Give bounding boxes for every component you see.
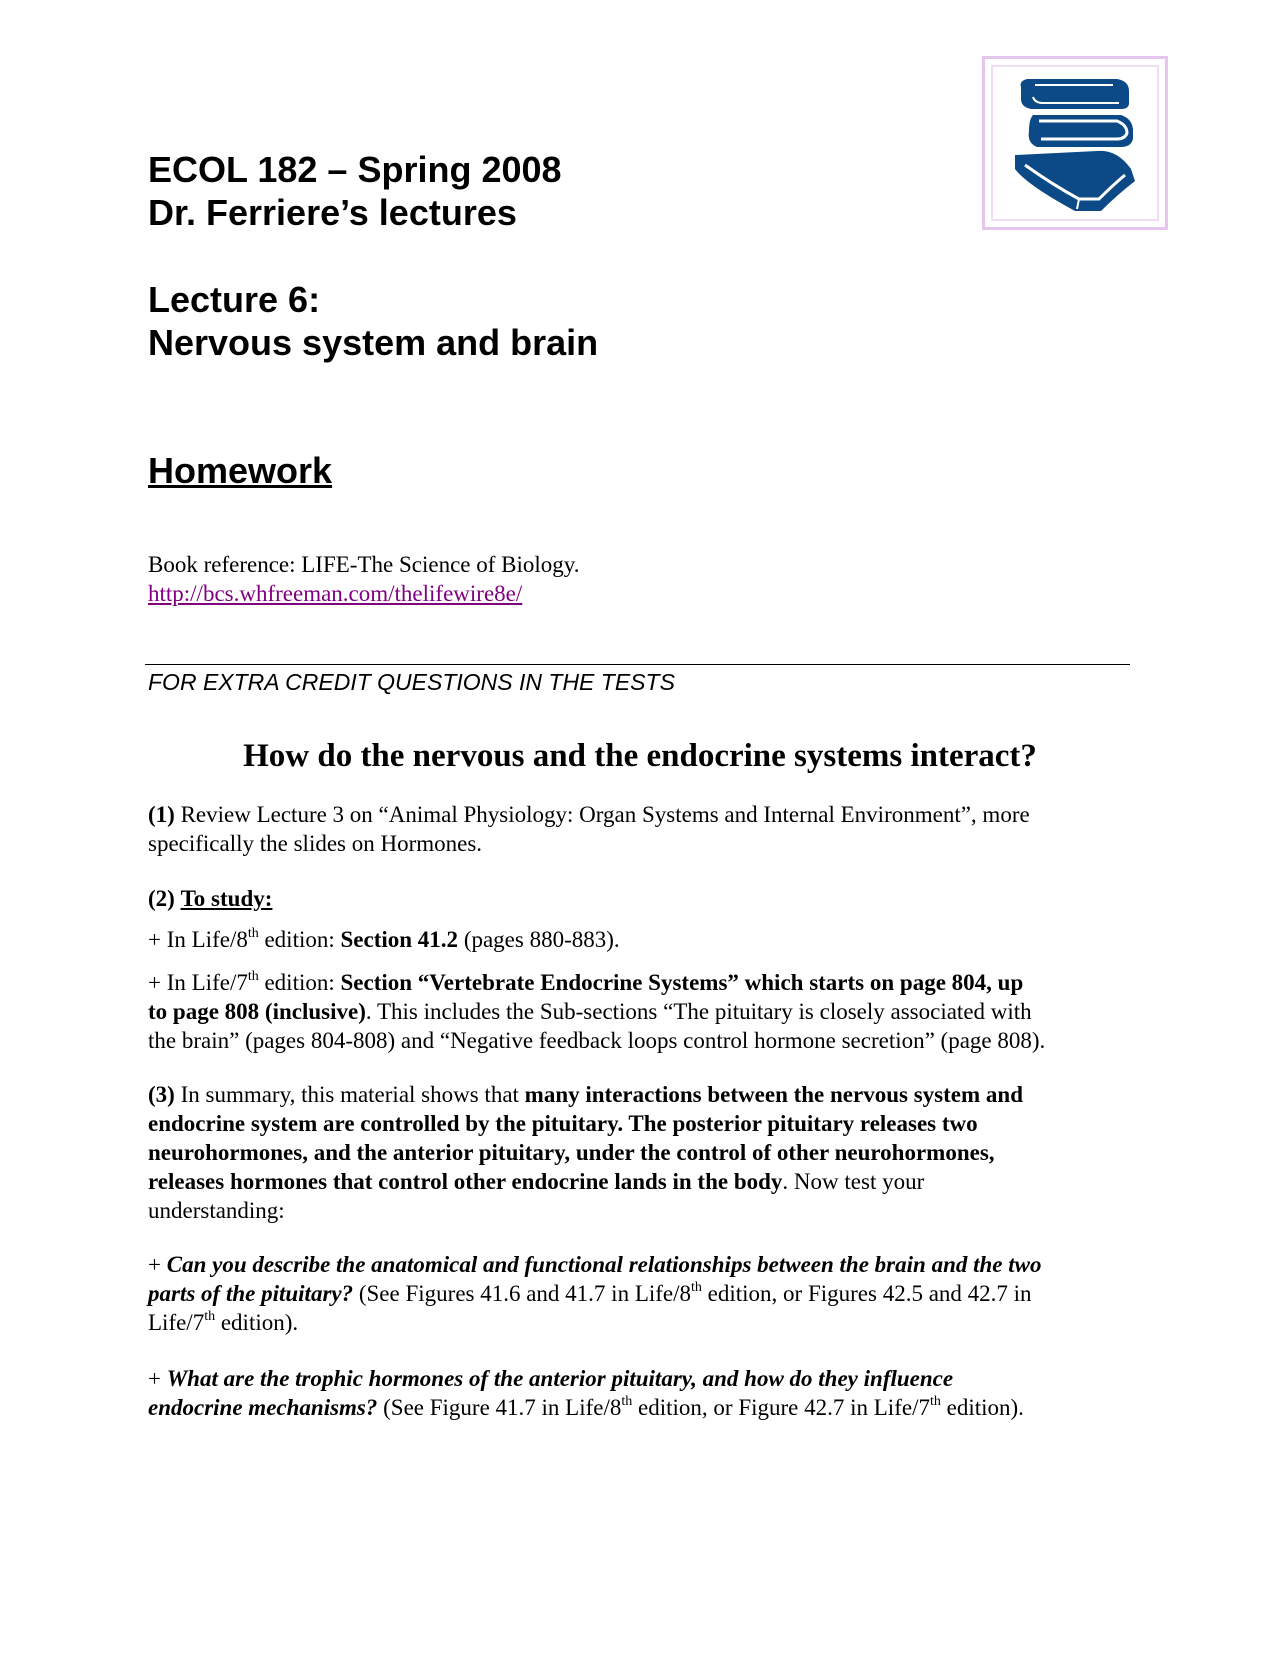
question-title: How do the nervous and the endocrine systems interact? (243, 738, 1037, 774)
p2-number: (2) (148, 886, 175, 911)
life8-item (148, 925, 1138, 954)
instructor-line: Dr. Ferriere’s lectures (148, 192, 517, 233)
course-header (148, 148, 562, 234)
extra-credit-label: FOR EXTRA CREDIT QUESTIONS IN THE TESTS (148, 669, 675, 695)
p3-tail: . Now test your (782, 1169, 925, 1194)
paragraph-2 (148, 884, 1138, 913)
lecture-heading (148, 278, 598, 364)
q2-ref-a: (See Figure 41.7 in Life/8 (377, 1395, 622, 1420)
life7-mid: edition: (258, 970, 341, 995)
homework-heading: Homework (148, 450, 333, 491)
q2-question-2: endocrine mechanisms? (148, 1395, 378, 1420)
q1-ref-a: (See Figures 41.6 and 41.7 in Life/8 (353, 1281, 692, 1306)
q1-question-2: parts of the pituitary? (148, 1281, 354, 1306)
life7-item (148, 968, 1138, 1055)
q1-sup-2: th (204, 1309, 216, 1324)
paragraph-1 (148, 800, 1138, 858)
p3-bold-3: neurohormones, and the anterior pituitary, under the control of other neurohormones, (148, 1140, 995, 1165)
q2-plus: + (148, 1366, 167, 1391)
p3-understanding: understanding: (148, 1198, 285, 1223)
p3-bold-2: endocrine system are controlled by the pituitary. The posterior pituitary releases two (148, 1111, 978, 1136)
life7-subsections: . This includes the Sub-sections “The pituitary is closely associated with (365, 999, 1032, 1024)
question-1 (148, 1250, 1138, 1337)
p1-number: (1) (148, 802, 175, 827)
to-study-label: To study: (180, 886, 273, 911)
life8-pages: (pages 880-883). (458, 927, 620, 952)
question-2 (148, 1364, 1138, 1422)
q2-question-1: What are the trophic hormones of the anterior pituitary, and how do they influence (166, 1366, 954, 1391)
q1-ref-b: edition, or Figures 42.5 and 42.7 in (701, 1281, 1032, 1306)
book-reference-block (148, 550, 580, 608)
q1-ref-c: Life/7 (148, 1310, 205, 1335)
p3-bold-4: releases hormones that control other endocrine lands in the body (148, 1169, 783, 1194)
life7-subsections-2: the brain” (pages 804-808) and “Negative feedback loops control hormone secretion” (page 808). (148, 1028, 1046, 1053)
p3-bold-1: many interactions between the nervous system and (524, 1082, 1023, 1107)
paragraph-3 (148, 1080, 1138, 1225)
book-website-link[interactable]: http://bcs.whfreeman.com/thelifewire8e/ (148, 581, 523, 606)
p1-text-1: Review Lecture 3 on “Animal Physiology: Organ Systems and Internal Environment”, more (174, 802, 1030, 827)
life8-pre: + In Life/8 (148, 927, 248, 952)
book-reference: Book reference: LIFE-The Science of Biology. (148, 552, 580, 577)
q2-sup-1: th (621, 1394, 633, 1409)
q1-question-1: Can you describe the anatomical and functional relationships between the brain and the two (166, 1252, 1042, 1277)
life8-section: Section 41.2 (340, 927, 459, 952)
horizontal-rule (145, 664, 1130, 665)
life8-sup: th (247, 926, 259, 941)
p1-text-2: specifically the slides on Hormones. (148, 831, 483, 856)
life7-section-2: to page 808 (inclusive) (148, 999, 366, 1024)
q2-ref-c: edition). (940, 1395, 1024, 1420)
q1-ref-d: edition). (215, 1310, 299, 1335)
q1-plus: + (148, 1252, 167, 1277)
q1-sup-1: th (691, 1280, 702, 1295)
books-logo (982, 56, 1168, 230)
q2-sup-2: th (929, 1394, 941, 1409)
course-title: ECOL 182 – Spring 2008 (148, 149, 562, 190)
stacked-books-icon (1013, 77, 1137, 213)
q2-ref-b: edition, or Figure 42.7 in Life/7 (632, 1395, 930, 1420)
lecture-topic: Nervous system and brain (148, 322, 599, 363)
life8-mid: edition: (258, 927, 341, 952)
lecture-number: Lecture 6: (148, 279, 321, 320)
life7-section-1: Section “Vertebrate Endocrine Systems” which starts on page 804, up (340, 970, 1024, 995)
p3-number: (3) (148, 1082, 175, 1107)
life7-sup: th (247, 969, 259, 984)
p3-intro: In summary, this material shows that (174, 1082, 525, 1107)
life7-pre: + In Life/7 (148, 970, 248, 995)
